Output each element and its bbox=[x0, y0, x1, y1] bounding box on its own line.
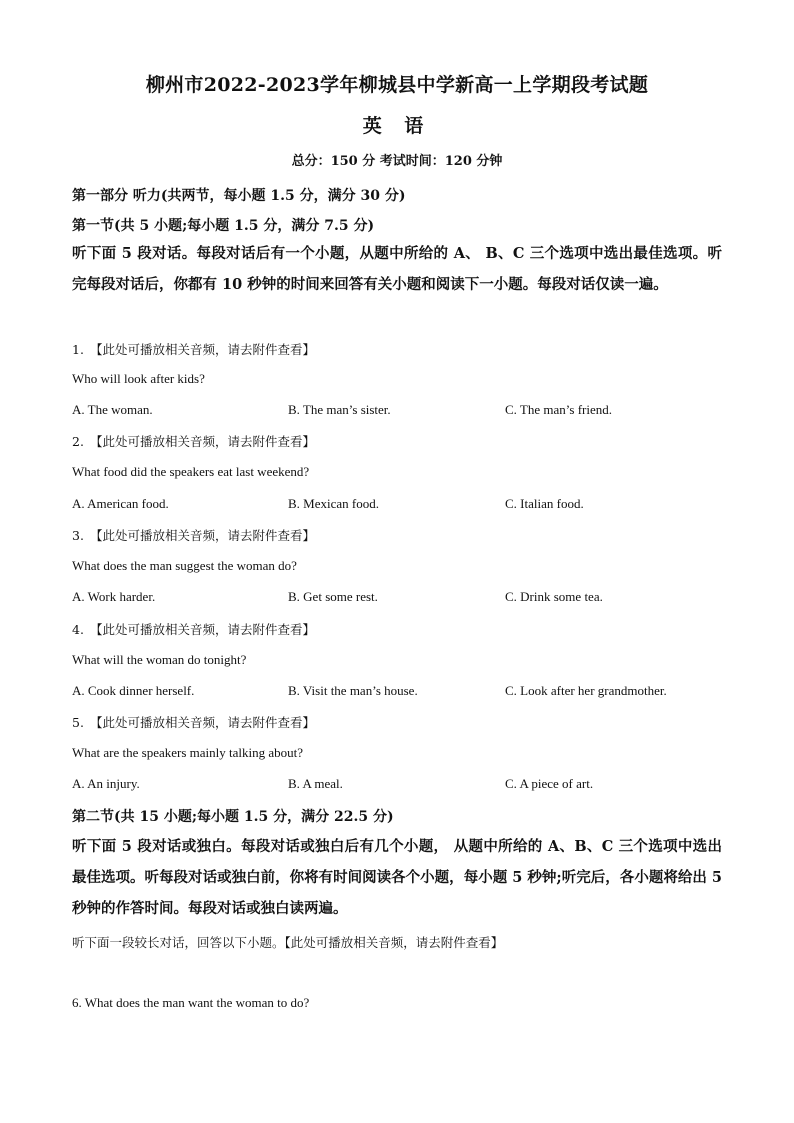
audio-link[interactable]: 【此处可播放相关音频，请去附件查看】 bbox=[89, 622, 315, 637]
exam-title: 柳州市2022-2023学年柳城县中学新高一上学期段考试题 bbox=[145, 74, 649, 96]
section2-intro: 听下面一段较长对话，回答以下小题。【此处可播放相关音频，请去附件查看】 bbox=[72, 935, 504, 950]
question-text-6: 6. What does the man want the woman to do? bbox=[72, 995, 310, 1010]
q2-option-a[interactable]: A. American food. bbox=[72, 496, 169, 511]
question-text-2: What food did the speakers eat last weekend? bbox=[72, 464, 310, 479]
q5-option-b[interactable]: B. A meal. bbox=[288, 776, 343, 791]
question-number: 3. bbox=[72, 528, 84, 543]
q1-option-a[interactable]: A. The woman. bbox=[72, 402, 153, 417]
audio-placeholder-5[interactable] bbox=[72, 713, 315, 731]
section2-heading: 第二节(共 15 小题;每小题 1.5 分，满分 22.5 分) bbox=[72, 809, 394, 825]
subject-heading: 英 语 bbox=[362, 115, 432, 137]
audio-link[interactable]: 【此处可播放相关音频，请去附件查看】 bbox=[89, 434, 315, 449]
question-text-4: What will the woman do tonight? bbox=[72, 652, 247, 667]
part1-heading: 第一部分 听力(共两节，每小题 1.5 分，满分 30 分) bbox=[72, 188, 406, 204]
audio-placeholder-2[interactable] bbox=[72, 432, 315, 450]
q2-option-c[interactable]: C. Italian food. bbox=[505, 496, 584, 511]
question-number: 4. bbox=[72, 622, 84, 637]
audio-placeholder-3[interactable] bbox=[72, 526, 315, 544]
q3-option-c[interactable]: C. Drink some tea. bbox=[505, 589, 603, 604]
score-time-line: 总分：150 分 考试时间：120 分钟 bbox=[291, 154, 503, 169]
q5-option-a[interactable]: A. An injury. bbox=[72, 776, 140, 791]
audio-link[interactable]: 【此处可播放相关音频，请去附件查看】 bbox=[89, 342, 315, 357]
q4-option-b[interactable]: B. Visit the man’s house. bbox=[288, 683, 418, 698]
audio-placeholder-1[interactable] bbox=[72, 340, 315, 358]
audio-link[interactable]: 【此处可播放相关音频，请去附件查看】 bbox=[89, 528, 315, 543]
section1-instructions: 听下面 5 段对话。每段对话后有一个小题，从题中所给的 A、 B、C 三个选项中选出最佳选项。听完每段对话后，你都有 10 秒钟的时间来回答有关小题和阅读下一小题。每段对话仅读一遍。 bbox=[72, 245, 722, 293]
q1-option-b[interactable]: B. The man’s sister. bbox=[288, 402, 391, 417]
q1-option-c[interactable]: C. The man’s friend. bbox=[505, 402, 612, 417]
section2-instructions: 听下面 5 段对话或独白。每段对话或独白后有几个小题， 从题中所给的 A、B、C 三个选项中选出最佳选项。听每段对话或独白前，你将有时间阅读各个小题，每小题 5 秒钟;听完后，各小题将给出 5 秒钟的作答时间。每段对话或独白读两遍。 bbox=[72, 838, 722, 917]
q2-option-b[interactable]: B. Mexican food. bbox=[288, 496, 379, 511]
q3-option-a[interactable]: A. Work harder. bbox=[72, 589, 156, 604]
q3-option-b[interactable]: B. Get some rest. bbox=[288, 589, 378, 604]
question-number: 1. bbox=[72, 342, 84, 357]
q5-option-c[interactable]: C. A piece of art. bbox=[505, 776, 594, 791]
audio-link[interactable]: 【此处可播放相关音频，请去附件查看】 bbox=[89, 715, 315, 730]
question-text-3: What does the man suggest the woman do? bbox=[72, 558, 297, 573]
q4-option-c[interactable]: C. Look after her grandmother. bbox=[505, 683, 667, 698]
question-text-5: What are the speakers mainly talking about? bbox=[72, 745, 304, 760]
question-text-1: Who will look after kids? bbox=[72, 371, 205, 386]
question-number: 5. bbox=[72, 715, 84, 730]
audio-placeholder-4[interactable] bbox=[72, 620, 315, 638]
question-number: 2. bbox=[72, 434, 84, 449]
q4-option-a[interactable]: A. Cook dinner herself. bbox=[72, 683, 195, 698]
section1-heading: 第一节(共 5 小题;每小题 1.5 分，满分 7.5 分) bbox=[72, 218, 375, 234]
